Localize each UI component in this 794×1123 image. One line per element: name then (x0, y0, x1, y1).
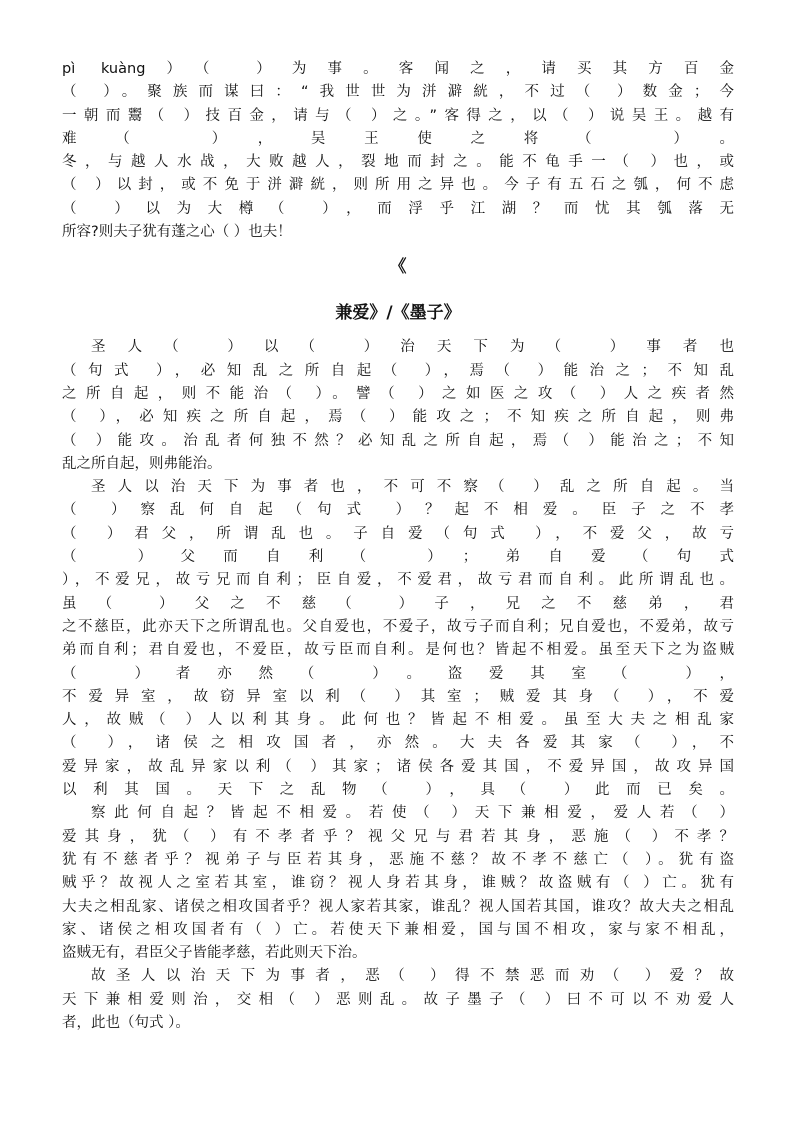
text-line: （ ）。聚族而谋曰：“我世世为洴澼絖，不过（ ）数金；今 (62, 84, 734, 101)
text-line: 难（ ），吴王使之将（ ）。 (62, 130, 734, 147)
text-line: （ ）君父，所谓乱也。子自爱（句式 ），不爱父，故亏 (62, 525, 734, 542)
text-line: 察此何自起？皆起不相爱。若使（ ）天下兼相爱，爱人若（ ） (91, 805, 734, 822)
text-line: （ ）父而自利（ ）；弟自爱（句式 (62, 549, 734, 566)
text-line: 爱其身，犹（ ）有不孝者乎？视父兄与君若其身，恶施（ ）不孝？ (62, 828, 734, 845)
text-line: （ ）察乱何自起（句式 ）？起不相爱。臣子之不孝 (62, 502, 734, 519)
document-page (62, 58, 734, 1035)
text-line: 者，此也（句式 ）。 (62, 1014, 190, 1031)
text-line: pì kuàng）（ ）为事。客闻之，请买其方百金 (62, 61, 734, 77)
title-open-bracket: 《 (389, 257, 407, 278)
text-line: （ ）以为大樽（ ），而浮乎江湖？而忧其瓠落无 (62, 200, 734, 217)
text-line: ），不爱兄，故亏兄而自利；臣自爱，不爱君，故亏君而自利。此所谓乱也。 (62, 572, 734, 589)
text-line: 家、诸侯之相攻国者有（ ）亡。若使天下兼相爱，国与国不相攻，家与家不相乱， (62, 921, 734, 938)
text-line: 贼乎？故视人之室若其室，谁窃？视人身若其身，谁贼？故盗贼有（ ）亡。犹有 (62, 875, 734, 892)
text-line: 爱异家，故乱异家以利（ ）其家；诸侯各爱其国，不爱异国，故攻异国 (62, 758, 734, 775)
text-line: 犹有不慈者乎？视弟子与臣若其身，恶施不慈？故不孝不慈亡（ ）。犹有盗 (62, 851, 734, 868)
text-line: 之所自起，则不能治（ ）。譬（ ）之如医之攻（ ）人之疾者然 (62, 385, 734, 402)
text-line: 不爱异室，故窃异室以利（ ）其室；贼爱其身（ ），不爱 (62, 688, 734, 705)
text-line: 圣人以治天下为事者也，不可不察（ ）乱之所自起。当 (91, 479, 734, 496)
text-line: （ ）以封，或不免于洴澼絖，则所用之异也。今子有五石之瓠，何不虑 (62, 177, 734, 194)
text-line: （ ）者亦然（ ）。盗爱其室（ ）， (62, 665, 734, 682)
text-line: 冬，与越人水战，大败越人，裂地而封之。能不龟手一（ ）也，或 (62, 154, 734, 171)
text-line: 盗贼无有，君臣父子皆能孝慈，若此则天下治。 (62, 945, 367, 962)
text-line: （ ）能攻。治乱者何独不然？必知乱之所自起，焉（ ）能治之；不知 (62, 432, 734, 449)
text-line: 圣人（ ）以（ ）治天下为（ ）事者也 (91, 339, 734, 356)
text-line: 所容?则夫子犹有蓬之心（ ）也夫！ (62, 224, 292, 241)
text-line: 乱之所自起，则弗能治。 (62, 455, 222, 472)
text-line: （ ），诸侯之相攻国者，亦然。大夫各爱其家（ ），不 (62, 735, 734, 752)
page-title: 兼爱》/《墨子》 (335, 303, 461, 324)
text-line: 人，故贼（ ）人以利其身。此何也？皆起不相爱。虽至大夫之相乱家 (62, 712, 734, 729)
text-line: 弟而自利；君自爱也，不爱臣，故亏臣而自利。是何也？皆起不相爱。虽至天下之为盗贼 (62, 642, 734, 659)
text-line: 天下兼相爱则治，交相（ ）恶则乱。故子墨子（ ）曰不可以不劝爱人 (62, 991, 734, 1008)
passage-xiaoyaoyou-excerpt (62, 58, 734, 244)
passage-jianai (62, 336, 734, 1035)
text-line: （ ），必知疾之所自起，焉（ ）能攻之；不知疾之所自起，则弗 (62, 409, 734, 426)
text-line: 大夫之相乱家、诸侯之相攻国者乎？视人家若其家，谁乱？视人国若其国，谁攻？故大夫之相乱 (62, 898, 734, 915)
text-line: （句式 ），必知乱之所自起（ ），焉（ ）能治之；不知乱 (62, 362, 734, 379)
text-line: 虽（ ）父之不慈（ ）子，兄之不慈弟，君 (62, 595, 734, 612)
text-line: 之不慈臣，此亦天下之所谓乱也。父自爱也，不爱子，故亏子而自利；兄自爱也，不爱弟，故亏 (62, 618, 734, 635)
text-line: 以利其国。天下之乱物（ ），具（ ）此而已矣。 (62, 782, 734, 799)
text-line: 故圣人以治天下为事者，恶（ ）得不禁恶而劝（ ）爱？故 (91, 968, 734, 985)
text-line: 一朝而鬻（ ）技百金，请与（ ）之。”客得之，以（ ）说吴王。越有 (62, 107, 734, 124)
